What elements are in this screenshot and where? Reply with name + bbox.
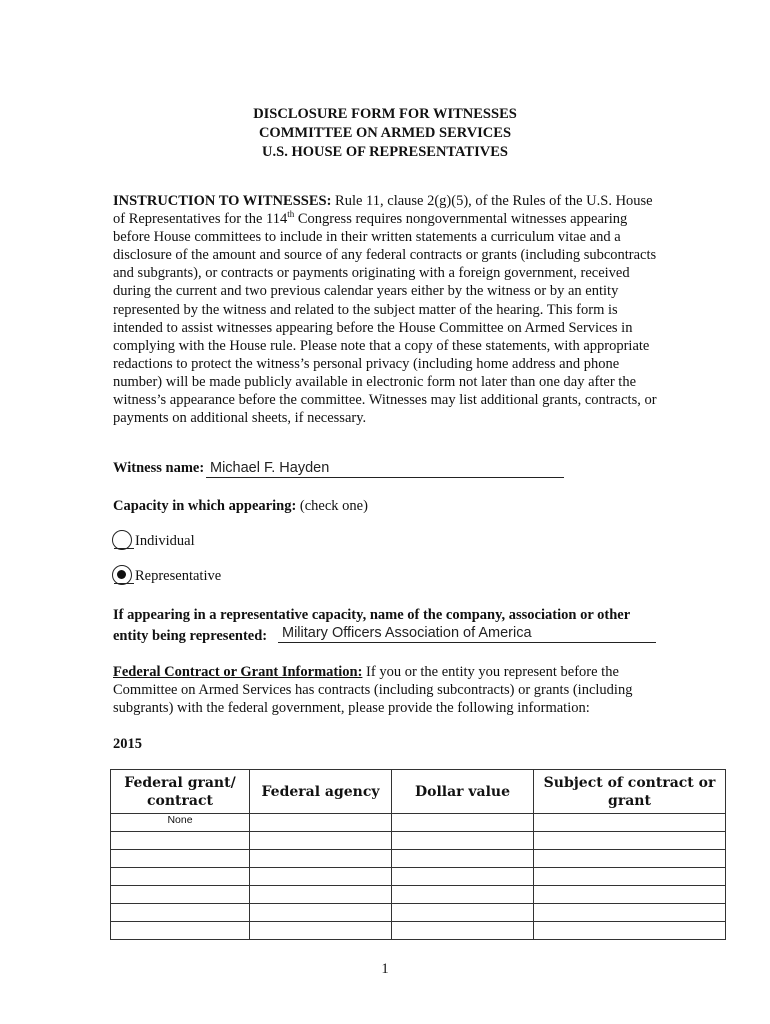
witness-name-label: Witness name: (113, 460, 205, 476)
instructions-text-part1: Rule 11, clause 2(g)(5), of the Rules of the U.S. House of Representatives for the 114 (113, 193, 653, 228)
title-line-2: COMMITTEE ON ARMED SERVICES (258, 125, 512, 141)
form-title (0, 105, 770, 162)
year-heading: 2015 (113, 736, 142, 752)
table-cell[interactable] (392, 814, 534, 832)
table-cell[interactable] (534, 904, 726, 922)
instructions-heading: INSTRUCTION TO WITNESSES: (113, 193, 332, 209)
representative-question-line1: If appearing in a representative capacity, name of the company, association or other (113, 607, 631, 623)
table-header-row (111, 770, 726, 814)
table-cell[interactable] (250, 922, 392, 940)
instructions-superscript: th (287, 209, 295, 220)
table-cell[interactable] (111, 904, 250, 922)
column-header: Dollar value (392, 770, 534, 814)
table-cell[interactable] (250, 886, 392, 904)
federal-contract-text: If you or the entity you represent before the Committee on Armed Services has contracts (including subcontracts) or grants (including subgrants) with the federal government, please provide the following information: (113, 664, 633, 717)
federal-contract-heading: Federal Contract or Grant Information: (113, 664, 363, 680)
table-cell[interactable] (250, 832, 392, 850)
table-row (111, 904, 726, 922)
table-cell[interactable] (534, 868, 726, 886)
individual-radio[interactable] (112, 530, 132, 550)
table-row (111, 850, 726, 868)
federal-grants-table (110, 769, 726, 940)
table-cell[interactable] (111, 832, 250, 850)
table-cell[interactable] (250, 904, 392, 922)
title-line-1: DISCLOSURE FORM FOR WITNESSES (253, 106, 517, 122)
instructions-paragraph (113, 192, 658, 427)
representative-label: Representative (135, 568, 222, 584)
instructions-text-part2: Congress requires nongovernmental witnesses appearing before House committees to include in their written statements a curriculum vitae and a disclosure of the amount and source of any federal contracts or grants (including subcontracts and subgrants), or contracts or payments originating with a foreign government, received during the current and two previous calendar years either by the witness or by an entity represented by the witness and related to the subject matter of the hearing. This form is intended to assist witnesses appearing before the House Committee on Armed Services in complying with the House rule. Please note that a copy of these statements, with appropriate redactions to protect the witness’s personal privacy (including home address and phone number) will be made publicly available in electronic form not later than one day after the witness’s appearance before the committee. Witnesses may list additional grants, contracts, or payments on additional sheets, if necessary. (113, 211, 657, 427)
table-cell[interactable] (250, 850, 392, 868)
table-cell[interactable] (534, 814, 726, 832)
federal-contract-paragraph (113, 663, 663, 717)
representative-underline (114, 583, 134, 584)
individual-label: Individual (135, 533, 195, 549)
individual-underline (114, 548, 134, 549)
table-cell[interactable] (111, 922, 250, 940)
column-header: Subject of contract or grant (534, 770, 726, 814)
table-cell[interactable]: None (111, 814, 250, 832)
table-cell[interactable] (392, 850, 534, 868)
represented-entity-value: Military Officers Association of America (282, 625, 532, 641)
table-row (111, 922, 726, 940)
table-cell[interactable] (250, 814, 392, 832)
table-cell[interactable] (111, 868, 250, 886)
table-cell[interactable] (534, 850, 726, 868)
table-row (111, 832, 726, 850)
table-cell[interactable] (534, 922, 726, 940)
representative-question-line2: entity being represented: (113, 628, 268, 644)
table-cell[interactable] (392, 922, 534, 940)
witness-name-row (113, 460, 204, 477)
table-cell[interactable] (534, 886, 726, 904)
capacity-row (113, 498, 368, 515)
column-header: Federal grant/ contract (111, 770, 250, 814)
table-row (111, 868, 726, 886)
table-row (111, 886, 726, 904)
column-header: Federal agency (250, 770, 392, 814)
capacity-hint: (check one) (299, 498, 368, 514)
table-cell[interactable] (392, 832, 534, 850)
capacity-label: Capacity in which appearing: (113, 498, 297, 514)
table-cell[interactable] (392, 904, 534, 922)
table-cell[interactable] (111, 850, 250, 868)
title-line-3: U.S. HOUSE OF REPRESENTATIVES (262, 144, 508, 160)
representative-radio[interactable] (112, 565, 132, 585)
table-row (111, 814, 726, 832)
table-cell[interactable] (392, 868, 534, 886)
table-cell[interactable] (534, 832, 726, 850)
table-cell[interactable] (250, 868, 392, 886)
page-number: 1 (381, 961, 389, 977)
witness-name-value: Michael F. Hayden (210, 460, 330, 476)
table-cell[interactable] (111, 886, 250, 904)
table-cell[interactable] (392, 886, 534, 904)
radio-selected-dot (117, 570, 126, 579)
